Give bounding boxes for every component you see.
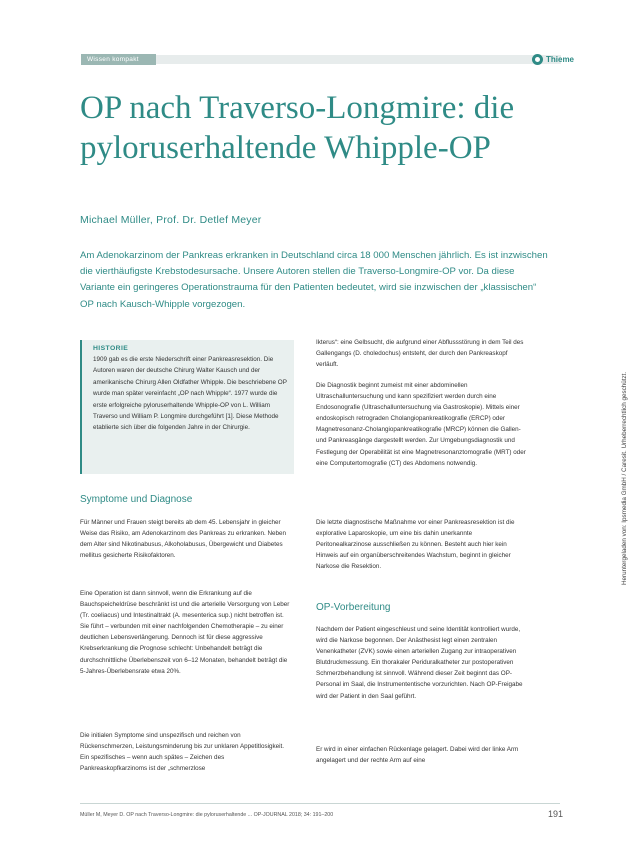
section-tag: Wissen kompakt: [81, 54, 156, 65]
paragraph: Ikterus“: eine Gelbsucht, die aufgrund einer Abflussstörung in dem Teil des Gallengangs (D. choledochus) entsteht, der durch den Pankreaskopf verläuft.: [316, 339, 524, 369]
paragraph: Eine Operation ist dann sinnvoll, wenn die Erkrankung auf die Bauchspeicheldrüse beschränkt ist und die arterielle Versorgung von Leber (Tr. coeliacus) und Intestinaltrakt (A. mesenterica sup.) nicht betroffen ist. Sie führt – verbunden mit einer nachfolgenden Chemotherapie – zu einer deutlichen Lebensverlängerung. Dennoch ist für diese aggressive Krebserkrankung die Prognose schlecht: Unbehandelt beträgt die durchschnittliche Überlebenszeit von 6–12 Monaten, behandelt beträgt die 5-Jahres-Überlebensrate etwa 20%.: [80, 590, 290, 675]
logo-text: Thieme: [546, 54, 575, 64]
thieme-logo-icon: [532, 54, 543, 65]
footer-divider: [80, 803, 560, 804]
article-author: Michael Müller, Prof. Dr. Detlef Meyer: [80, 214, 262, 226]
download-notice: [621, 285, 633, 585]
footer-citation: Müller M, Meyer D. OP nach Traverso-Longmire: die pyloruserhaltende ... OP-JOURNAL 2018; 34: 191–200: [80, 812, 334, 818]
article-title: OP nach Traverso-Longmire: die pyloruserhaltende Whipple-OP: [80, 90, 515, 166]
history-text: 1909 gab es die erste Niederschrift einer Pankreasresektion. Die Autoren waren der deutsche Chirurg Walter Kausch und der amerikanische Chirurg Allen Oldfather Whipple. Die beschriebene OP wurde man später vereinfacht „OP nach Whipple“. 1977 wurde die erste erfolgreiche pyloruserhaltende Whipple-OP von L. William Traverso und William P. Longmire durchgeführt [1]. Diese Methode etablierte sich über die folgenden Jahre in der Chirurgie.: [93, 356, 287, 432]
publisher-logo: [532, 52, 574, 66]
paragraph: Nachdem der Patient eingeschleust und seine Identität kontrolliert wurde, wird die Narkose begonnen. Der Anästhesist legt einen zentralen Venenkatheter (ZVK) sowie einen arteriellen Zugang zur intraoperativen Blutdruckmessung. Ein thorakaler Periduralkatheter zur postoperativen Schmerzbehandlung ist sinnvoll. Während dieser Zeit beginnt das OP-Personal im Saal, die Instrumententische vorzurichten. Nach OP-Freigabe wird der Patient in den Saal geführt.: [316, 626, 523, 700]
article-lead: Am Adenokarzinom der Pankreas erkranken in Deutschland circa 18 000 Menschen jährlich. Es ist inzwischen die vierthäufigste Krebstodesursache. Unsere Autoren stellen die Traverso-Longmire-OP vor. Da diese Variante ein geringeres Operationstrauma für den Patienten bedeutet, wird sie inzwischen der „klassischen“ OP nach Kausch-Whipple vorgezogen.: [80, 250, 548, 310]
paragraph: Er wird in einer einfachen Rückenlage gelagert. Dabei wird der linke Arm angelagert und der rechte Arm auf eine: [316, 746, 519, 765]
history-heading: HISTORIE: [93, 345, 129, 352]
download-notice-text: Heruntergeladen von: Ipsmedia GmbH / Caresit. Urheberrechtlich geschützt.: [621, 371, 628, 585]
paragraph: Für Männer und Frauen steigt bereits ab dem 45. Lebensjahr in gleicher Weise das Risiko, am Adenokarzinom des Pankreas zu erkranken. Neben dem Alter sind Nikotinabusus, Alkoholabusus, Übergewicht und Diabetes mellitus gesicherte Risikofaktoren.: [80, 519, 287, 560]
paragraph: Die initialen Symptome sind unspezifisch und reichen von Rückenschmerzen, Leistungsminderung bis zur unklaren Appetitlosigkeit. Ein spezifisches – wenn auch spätes – Zeichen des Pankreaskopfkarzinoms ist der „schmerzlose: [80, 732, 285, 773]
paragraph: Die letzte diagnostische Maßnahme vor einer Pankreasresektion ist die explorative Laparoskopie, um eine bis dahin unerkannte Peritonealkarzinose ausschließen zu können. Besteht auch hier kein Hinweis auf ein organüberschreitendes Wachstum, beginnt in gleicher Narkose die Resektion.: [316, 519, 515, 571]
section-heading-symptome: Symptome und Diagnose: [80, 494, 193, 505]
paragraph: Die Diagnostik beginnt zumeist mit einer abdominellen Ultraschalluntersuchung und kann spezifiziert werden durch eine Endosonografie (Ultraschalluntersuchung via Gastroskopie). Mittels einer endoskopisch retrograden Cholangiopankreatikografie (ERCP) oder Magnetresonanz-Cholangiopankreatikografie (MRCP) können die Gallen- und Pankreasgänge dargestellt werden. Zur Umgebungsdiagnostik und Festlegung der Operabilität ist eine Magnetresonanztomografie (MRT) oder eine Computertomografie (CT) des Abdomens notwendig.: [316, 382, 526, 467]
section-heading-op-vorbereitung: OP-Vorbereitung: [316, 602, 391, 613]
page-number: 191: [548, 809, 564, 819]
